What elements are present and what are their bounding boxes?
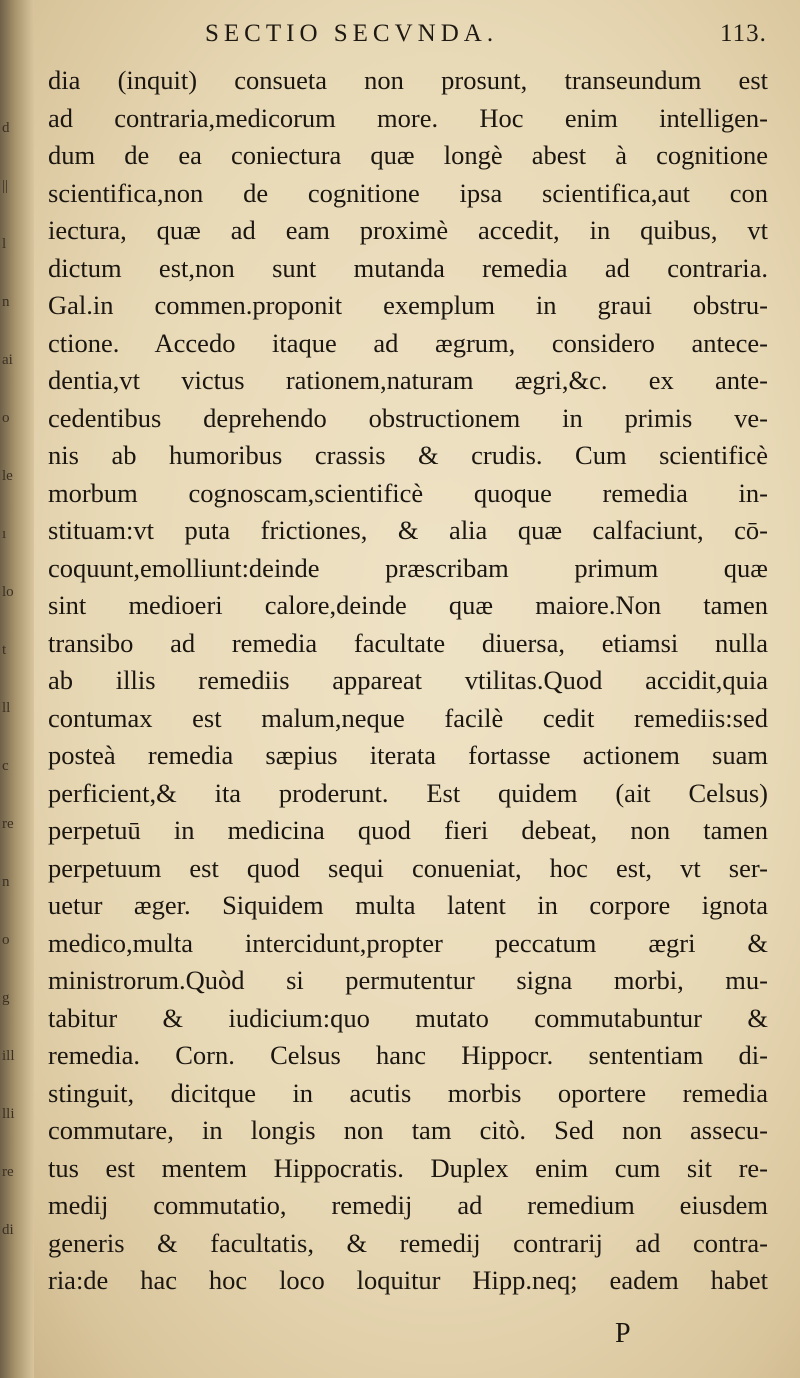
text-line: cedentibus deprehendo obstructionem in primis ve- bbox=[48, 402, 768, 433]
text-line: ctione. Accedo itaque ad ægrum, considero antece- bbox=[48, 327, 768, 358]
text-line: dentia,vt victus rationem,naturam ægri,&c. ex ante- bbox=[48, 365, 768, 395]
text-line: Gal.in commen.proponit exemplum in graui obstru- bbox=[48, 290, 768, 320]
gutter-mark: re bbox=[2, 816, 14, 832]
gutter-mark: re bbox=[2, 1164, 14, 1180]
gutter-mark: n bbox=[2, 294, 10, 310]
gutter-mark: o bbox=[2, 410, 10, 426]
text-line: morbum cognoscam,scientificè quoque remedia in- bbox=[48, 477, 768, 508]
text-line: iectura, quæ ad eam proximè accedit, in quibus, vt bbox=[48, 215, 768, 245]
gutter-mark: ı bbox=[2, 526, 7, 542]
text-line: ad contraria,medicorum more. Hoc enim intelligen- bbox=[48, 102, 768, 133]
text-line: scientifica,non de cognitione ipsa scientifica,aut con bbox=[48, 177, 768, 208]
gutter-mark: d bbox=[2, 120, 10, 136]
text-line: generis & facultatis, & remedij contrarij ad contra- bbox=[48, 1227, 768, 1258]
text-line: medij commutatio, remedij ad remedium eiusdem bbox=[48, 1190, 768, 1220]
text-line: dia (inquit) consueta non prosunt, transeundum est bbox=[48, 65, 768, 95]
text-line: tabitur & iudicium:quo mutato commutabuntur & bbox=[48, 1002, 768, 1033]
text-line: ministrorum.Quòd si permutentur signa morbi, mu- bbox=[48, 965, 768, 995]
gutter-mark: ai bbox=[2, 352, 13, 368]
page-gutter bbox=[0, 0, 34, 1378]
gutter-mark: ill bbox=[2, 1048, 15, 1064]
gutter-mark: o bbox=[2, 932, 10, 948]
text-line: dictum est,non sunt mutanda remedia ad contraria. bbox=[48, 252, 768, 283]
gutter-mark: t bbox=[2, 642, 7, 658]
text-line: ria:de hac hoc loco loquitur Hipp.neq; eadem habet bbox=[48, 1265, 768, 1295]
gutter-mark: n bbox=[2, 874, 10, 890]
text-line: uetur æger. Siquidem multa latent in corpore ignota bbox=[48, 890, 768, 920]
text-line: stituam:vt puta frictiones, & alia quæ calfaciunt, cō- bbox=[48, 515, 768, 545]
page-number: 113. bbox=[720, 20, 767, 47]
text-line: perpetuum est quod sequi conueniat, hoc est, vt ser- bbox=[48, 852, 768, 883]
gutter-mark: le bbox=[2, 468, 13, 484]
gutter-marks bbox=[2, 0, 32, 1378]
gutter-mark: || bbox=[2, 178, 9, 194]
text-line: nis ab humoribus crassis & crudis. Cum scientificè bbox=[48, 440, 768, 470]
gutter-mark: l bbox=[2, 236, 7, 252]
gutter-mark: lo bbox=[2, 584, 14, 600]
text-line: ab illis remediis appareat vtilitas.Quod accidit,quia bbox=[48, 665, 768, 695]
body-text bbox=[48, 62, 768, 1300]
text-line: medico,multa intercidunt,propter peccatum ægri & bbox=[48, 927, 768, 958]
running-title: SECTIO SECVNDA. bbox=[205, 20, 499, 47]
text-line: posteà remedia sæpius iterata fortasse actionem suam bbox=[48, 740, 768, 770]
text-line: commutare, in longis non tam citò. Sed non assecu- bbox=[48, 1115, 768, 1145]
text-line: perficient,& ita proderunt. Est quidem (ait Celsus) bbox=[48, 777, 768, 808]
text-line: coquunt,emolliunt:deinde præscribam primum quæ bbox=[48, 552, 768, 583]
text-line: perpetuū in medicina quod fieri debeat, non tamen bbox=[48, 815, 768, 845]
text-line: transibo ad remedia facultate diuersa, etiamsi nulla bbox=[48, 627, 768, 658]
gutter-mark: c bbox=[2, 758, 9, 774]
gutter-mark: lli bbox=[2, 1106, 15, 1122]
text-line: dum de ea coniectura quæ longè abest à cognitione bbox=[48, 140, 768, 170]
signature-mark: P bbox=[615, 1318, 631, 1349]
running-header bbox=[205, 14, 765, 58]
gutter-mark: g bbox=[2, 990, 10, 1006]
text-line: stinguit, dicitque in acutis morbis oportere remedia bbox=[48, 1077, 768, 1108]
gutter-mark: di bbox=[2, 1222, 14, 1238]
text-line: sint medioeri calore,deinde quæ maiore.Non tamen bbox=[48, 590, 768, 620]
text-line: remedia. Corn. Celsus hanc Hippocr. sententiam di- bbox=[48, 1040, 768, 1070]
text-line: tus est mentem Hippocratis. Duplex enim cum sit re- bbox=[48, 1152, 768, 1183]
text-line: contumax est malum,neque facilè cedit remediis:sed bbox=[48, 702, 768, 733]
gutter-mark: ll bbox=[2, 700, 11, 716]
